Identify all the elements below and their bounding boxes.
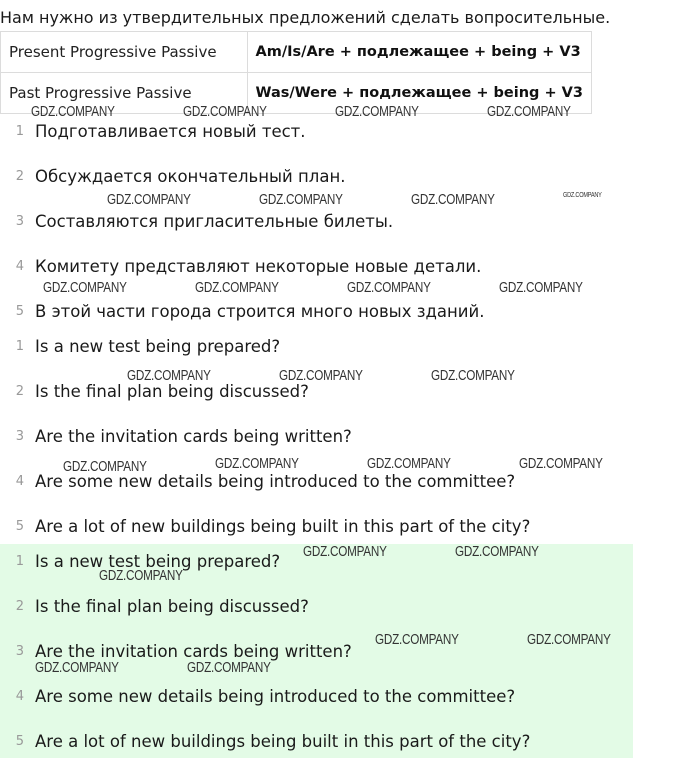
item-number: 2 — [15, 168, 24, 184]
list-item — [0, 299, 485, 323]
list-item — [0, 684, 515, 708]
watermark: GDZ.COMPANY — [187, 659, 271, 676]
watermark: GDZ.COMPANY — [431, 367, 515, 384]
item-number: 1 — [15, 338, 24, 354]
watermark: GDZ.COMPANY — [527, 631, 611, 648]
list-item — [0, 119, 306, 143]
list-item — [0, 729, 530, 753]
item-text: Are the invitation cards being written? — [35, 641, 352, 661]
watermark: GDZ.COMPANY — [99, 567, 183, 584]
list-item — [0, 514, 530, 538]
watermark: GDZ.COMPANY — [487, 103, 571, 120]
item-text: Are some new details being introduced to the committee? — [35, 471, 516, 491]
list-item — [0, 424, 352, 448]
item-number: 3 — [15, 428, 24, 444]
item-number: 4 — [15, 258, 24, 274]
item-text: Are some new details being introduced to the committee? — [35, 686, 516, 706]
watermark: GDZ.COMPANY — [455, 543, 539, 560]
item-number: 5 — [15, 733, 24, 749]
item-number: 2 — [15, 598, 24, 614]
item-text: Is a new test being prepared? — [35, 336, 281, 356]
list-item — [0, 164, 346, 188]
watermark: GDZ.COMPANY — [303, 543, 387, 560]
watermark: GDZ.COMPANY — [563, 192, 602, 199]
item-number: 3 — [15, 213, 24, 229]
item-number: 4 — [15, 688, 24, 704]
list-item — [0, 254, 481, 278]
item-text: Подготавливается новый тест. — [35, 121, 306, 141]
item-number: 5 — [15, 518, 24, 534]
watermark: GDZ.COMPANY — [499, 279, 583, 296]
watermark: GDZ.COMPANY — [279, 367, 363, 384]
watermark: GDZ.COMPANY — [31, 103, 115, 120]
item-text: Обсуждается окончательный план. — [35, 166, 346, 186]
table-row — [1, 32, 592, 73]
item-text: В этой части города строится много новых зданий. — [35, 301, 485, 321]
watermark: GDZ.COMPANY — [259, 191, 343, 208]
list-item — [0, 209, 393, 233]
grammar-table — [0, 31, 592, 114]
tense-formula: Was/Were + подлежащее + being + V3 — [247, 73, 591, 114]
watermark: GDZ.COMPANY — [127, 367, 211, 384]
item-text: Is the final plan being discussed? — [35, 596, 309, 616]
item-text: Are a lot of new buildings being built in this part of the city? — [35, 731, 531, 751]
watermark: GDZ.COMPANY — [375, 631, 459, 648]
item-number: 4 — [15, 473, 24, 489]
item-number: 3 — [15, 643, 24, 659]
tense-formula: Am/Is/Are + подлежащее + being + V3 — [247, 32, 591, 73]
item-text: Are a lot of new buildings being built in this part of the city? — [35, 516, 531, 536]
watermark: GDZ.COMPANY — [335, 103, 419, 120]
watermark: GDZ.COMPANY — [63, 458, 147, 475]
watermark: GDZ.COMPANY — [43, 279, 127, 296]
watermark: GDZ.COMPANY — [347, 279, 431, 296]
tense-name: Present Progressive Passive — [1, 32, 248, 73]
watermark: GDZ.COMPANY — [183, 103, 267, 120]
item-text: Комитету представляют некоторые новые детали. — [35, 256, 482, 276]
watermark: GDZ.COMPANY — [411, 191, 495, 208]
list-item — [0, 334, 280, 358]
item-number: 5 — [15, 303, 24, 319]
watermark: GDZ.COMPANY — [107, 191, 191, 208]
watermark: GDZ.COMPANY — [215, 455, 299, 472]
watermark: GDZ.COMPANY — [195, 279, 279, 296]
item-text: Are the invitation cards being written? — [35, 426, 352, 446]
item-text: Составляются пригласительные билеты. — [35, 211, 394, 231]
item-number: 1 — [15, 553, 24, 569]
tense-name: Past Progressive Passive — [1, 73, 248, 114]
watermark: GDZ.COMPANY — [519, 455, 603, 472]
item-number: 2 — [15, 383, 24, 399]
item-text: Is the final plan being discussed? — [35, 381, 309, 401]
list-item — [0, 594, 309, 618]
watermark: GDZ.COMPANY — [35, 659, 119, 676]
intro-text: Нам нужно из утвердительных предложений сделать вопросительные. — [0, 8, 611, 27]
watermark: GDZ.COMPANY — [367, 455, 451, 472]
item-text: Is a new test being prepared? — [35, 551, 281, 571]
item-number: 1 — [15, 123, 24, 139]
